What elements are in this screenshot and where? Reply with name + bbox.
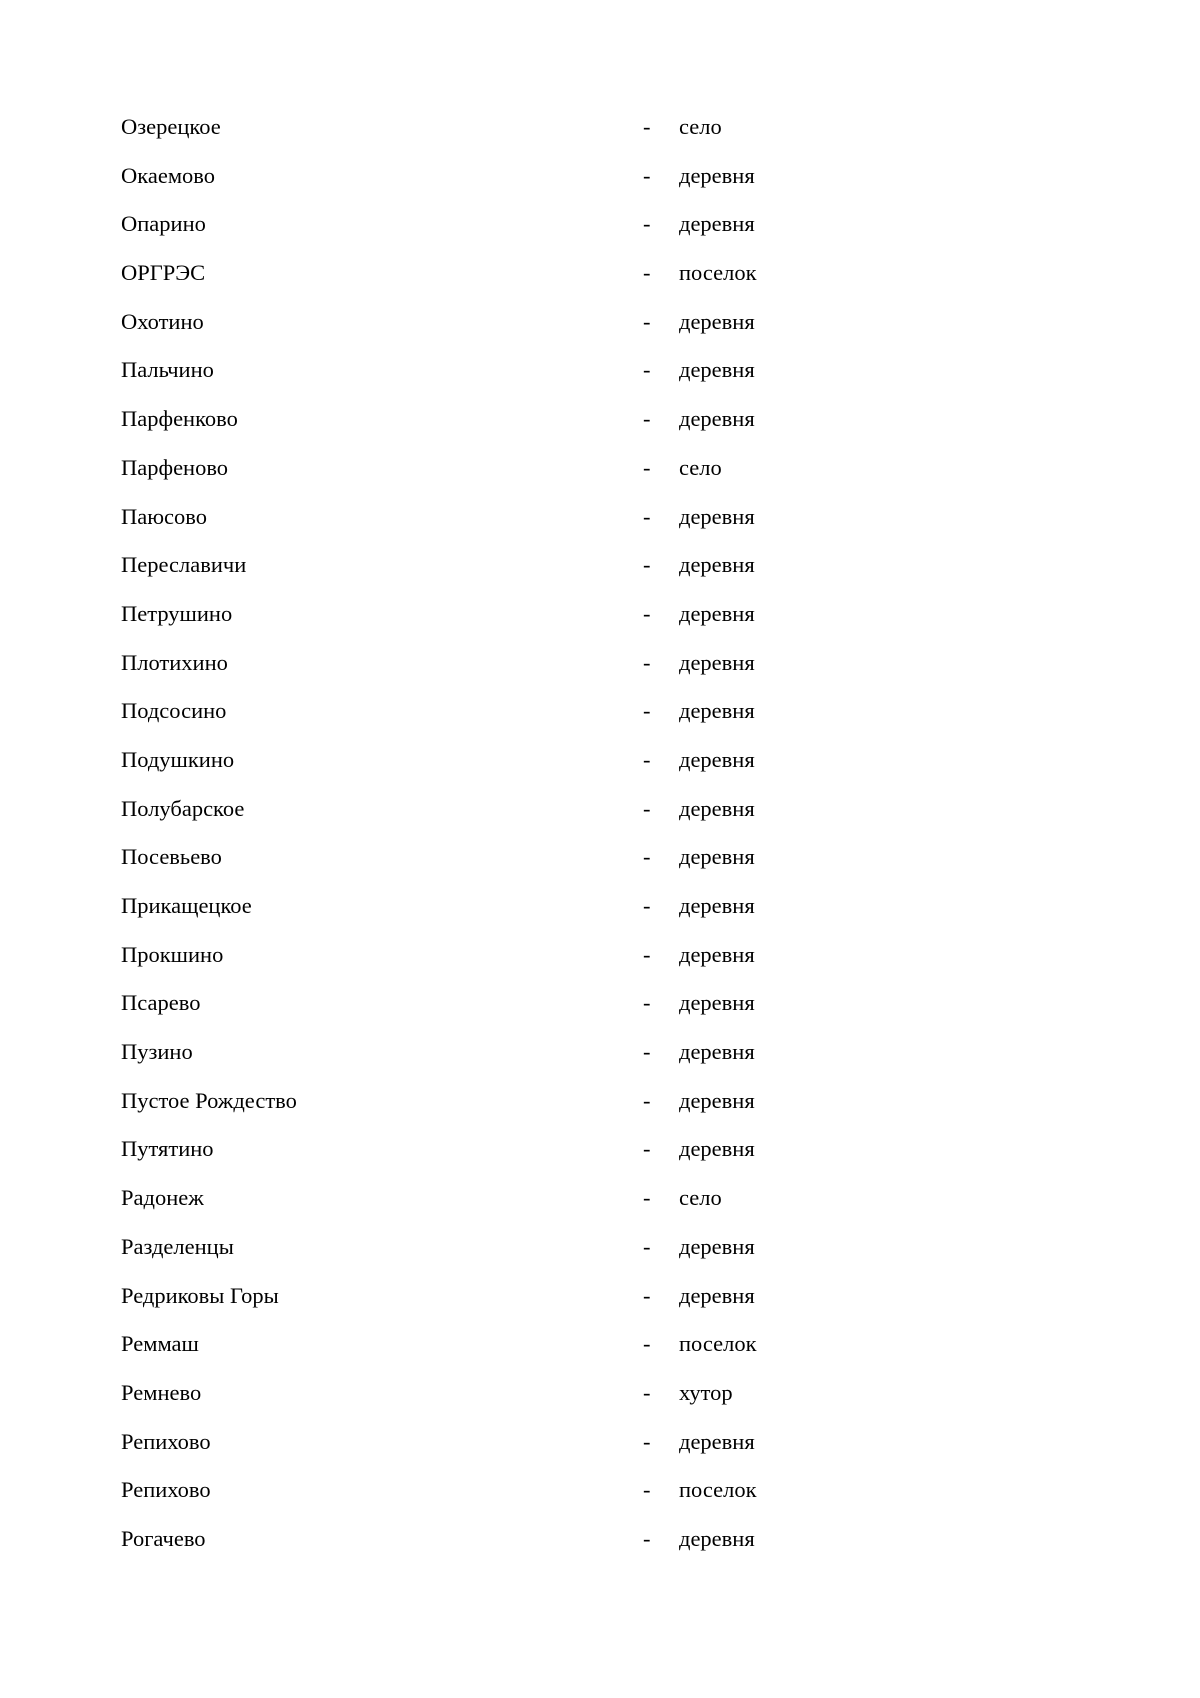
settlement-type: поселок [679,260,757,286]
settlement-type: село [679,454,722,480]
settlement-name: Подушкино [121,746,235,772]
settlement-name: Паюсово [121,503,208,529]
list-item [121,449,881,498]
list-item [121,351,881,400]
separator-dash: - [643,1379,651,1405]
separator-dash: - [643,1233,651,1259]
settlement-name: Переславичи [121,552,247,578]
settlement-type: хутор [679,1379,733,1405]
separator-dash: - [643,746,651,772]
settlement-type: деревня [679,1039,755,1065]
settlement-name: Охотино [121,308,204,334]
separator-dash: - [643,552,651,578]
list-item [121,157,881,206]
settlement-name: Радонеж [121,1185,204,1211]
separator-dash: - [643,1525,651,1551]
settlement-type: деревня [679,941,755,967]
settlement-name: Подсосино [121,698,227,724]
settlement-type: деревня [679,795,755,821]
settlement-name: Разделенцы [121,1233,234,1259]
separator-dash: - [643,844,651,870]
separator-dash: - [643,990,651,1016]
settlement-type: деревня [679,649,755,675]
settlement-type: деревня [679,211,755,237]
separator-dash: - [643,1428,651,1454]
settlement-type: деревня [679,844,755,870]
list-item [121,205,881,254]
settlement-type: деревня [679,162,755,188]
list-item [121,1179,881,1228]
separator-dash: - [643,1282,651,1308]
list-item [121,498,881,547]
list-item [121,1325,881,1374]
list-item [121,1277,881,1326]
settlement-type: деревня [679,746,755,772]
settlement-type: деревня [679,503,755,529]
list-item [121,1520,881,1569]
settlement-type: деревня [679,406,755,432]
separator-dash: - [643,454,651,480]
separator-dash: - [643,1039,651,1065]
settlement-name: Редриковы Горы [121,1282,279,1308]
settlement-list [121,108,881,1569]
settlement-name: Путятино [121,1136,214,1162]
settlement-type: деревня [679,1233,755,1259]
settlement-name: Репихово [121,1428,211,1454]
separator-dash: - [643,503,651,529]
separator-dash: - [643,357,651,383]
list-item [121,984,881,1033]
separator-dash: - [643,698,651,724]
settlement-name: Петрушино [121,600,233,626]
list-item [121,887,881,936]
separator-dash: - [643,260,651,286]
settlement-name: Прокшино [121,941,224,967]
settlement-type: деревня [679,600,755,626]
list-item [121,1228,881,1277]
settlement-type: село [679,114,722,139]
settlement-name: Пальчино [121,357,214,383]
separator-dash: - [643,162,651,188]
settlement-name: Прикащецкое [121,893,252,918]
settlement-name: Плотихино [121,649,228,675]
settlement-type: деревня [679,698,755,724]
list-item [121,303,881,352]
list-item [121,1130,881,1179]
settlement-type: деревня [679,1282,755,1308]
settlement-type: деревня [679,893,755,918]
settlement-name: Парфеново [121,454,229,480]
settlement-type: поселок [679,1477,757,1503]
settlement-name: Посевьево [121,844,222,870]
separator-dash: - [643,795,651,821]
list-item [121,400,881,449]
settlement-type: деревня [679,357,755,383]
settlement-name: Парфенково [121,406,238,432]
list-item [121,936,881,985]
settlement-type: деревня [679,1428,755,1454]
settlement-name: Репихово [121,1477,211,1503]
settlement-name: Окаемово [121,162,216,188]
list-item [121,1423,881,1472]
settlement-type: деревня [679,1136,755,1162]
separator-dash: - [643,600,651,626]
list-item [121,1033,881,1082]
separator-dash: - [643,893,651,918]
separator-dash: - [643,649,651,675]
separator-dash: - [643,1185,651,1211]
separator-dash: - [643,211,651,237]
settlement-name: ОРГРЭС [121,260,206,286]
list-item [121,790,881,839]
settlement-type: деревня [679,308,755,334]
separator-dash: - [643,1087,651,1113]
list-item [121,546,881,595]
settlement-type: деревня [679,990,755,1016]
settlement-name: Полубарское [121,795,245,821]
separator-dash: - [643,1331,651,1357]
settlement-name: Псарево [121,990,201,1016]
settlement-type: деревня [679,1087,755,1113]
settlement-type: деревня [679,552,755,578]
list-item [121,741,881,790]
separator-dash: - [643,941,651,967]
separator-dash: - [643,114,651,139]
list-item [121,1374,881,1423]
list-item [121,692,881,741]
list-item [121,108,881,157]
list-item [121,254,881,303]
separator-dash: - [643,1477,651,1503]
settlement-name: Озерецкое [121,114,221,139]
settlement-type: поселок [679,1331,757,1357]
settlement-name: Реммаш [121,1331,199,1357]
list-item [121,595,881,644]
settlement-type: село [679,1185,722,1211]
list-item [121,838,881,887]
list-item [121,1082,881,1131]
settlement-name: Пузино [121,1039,193,1065]
separator-dash: - [643,1136,651,1162]
settlement-type: деревня [679,1525,755,1551]
settlement-name: Ремнево [121,1379,202,1405]
separator-dash: - [643,308,651,334]
separator-dash: - [643,406,651,432]
settlement-name: Пустое Рождество [121,1087,297,1113]
list-item [121,644,881,693]
settlement-name: Опарино [121,211,206,237]
list-item [121,1471,881,1520]
settlement-name: Рогачево [121,1525,206,1551]
